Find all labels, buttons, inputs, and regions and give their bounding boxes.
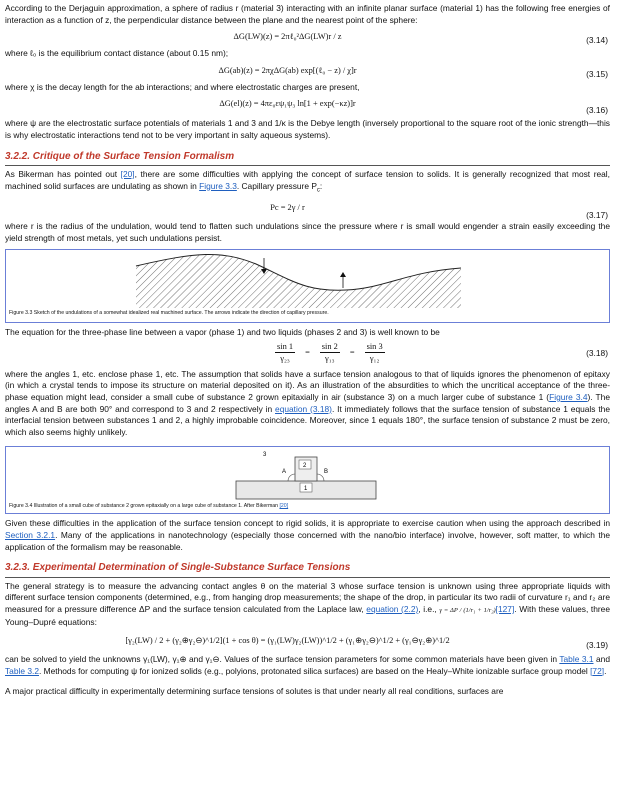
paragraph-strategy-text-b: , i.e.,: [418, 603, 440, 614]
paragraph-decay-length: where χ is the decay length for the ab interactions; and where electrostatic charges are present,: [5, 81, 360, 92]
paragraph-bikerman: As Bikerman has pointed out [20], there are some difficulties with applying the concept of surface tension to solids. It is generally recognized that most real, machined solid surfaces are undulating as shown in Figure 3.3. Capillary pressure $P_c$:: [5, 169, 610, 194]
fig34-angle-arc-B: [317, 474, 324, 481]
equation-3-16-number: (3.16): [586, 105, 608, 116]
paragraph-bikerman-text-a: As Bikerman has pointed out: [5, 169, 121, 180]
paragraph-caution-text-b: . Many of the applications in nanotechnology (especially those concerned with the nano/bio interface) involve, however, soft matter, to which the application of the formalism may be reasonable.: [5, 529, 611, 552]
epitaxy-cube-sketch: [6, 447, 609, 503]
equation-3-15: [5, 60, 610, 82]
equation-3-19-body: [γ₂(LW) / 2 + (γ₂⊕γ₂⊖)^1/2](1 + cos θ) = (γ₁(LW)γ₂(LW))^1/2 + (γ₁⊕γ₂⊖)^1/2 + (γ₁⊖γ₂⊕)^1/2: [125, 636, 450, 646]
fig34-angle-arc-A: [288, 474, 295, 481]
reference-link-72[interactable]: [72]: [590, 665, 605, 676]
paragraph-unknowns-text-a: can be solved to yield the unknowns γ₁(LW), γ₁⊕ and γ₁⊖. Values of the surface tension parameters for some common materials have been given in: [5, 654, 560, 665]
figure-3-3-caption: Figure 3.3 Sketch of the undulations of a somewhat idealized real machined surface. The arrows indicate the direction of capillary pressure.: [9, 310, 329, 317]
paragraph-unknowns: [5, 654, 610, 677]
equation-3-17-body: Pc = 2γ / r: [270, 203, 305, 213]
paragraph-epitaxy-text-c: . It immediately follows that the surface tension of substance 1 equals the interfacial tension between substances 1 and 2, a highly improbable coincidence. Moreover, since 1 equals 180°, the surface tension of substance 2 must be zero, which also seems highly unlikely.: [5, 403, 610, 437]
eq318-equals-2: =: [349, 348, 355, 358]
table-3-1-link[interactable]: Table 3.1: [559, 654, 594, 665]
paragraph-debye-length: where ψ are the electrostatic surface potentials of materials 1 and 3 and 1/κ is the Debye length (inversely proportional to the square root of the ionic strength—this is why electrostatic interactions tend not to be very important in salty aqueous systems).: [5, 118, 610, 140]
equation-3-18-number: (3.18): [586, 347, 608, 358]
fig34-label-A: A: [282, 469, 287, 476]
paragraph-epitaxy-text-a: where the angles 1, etc. enclose phase 1, etc. The assumption that solids have a surface tension analogous to that of liquids ignores the phenomenon of epitaxy (in which a crystal tends to impose its structure on material deposited on it). As an illustration of the absurdities to which the uncritical acceptance of the three-phase equation might lead, consider a small cube of substance 2 grown epitaxially in air (substance 3) on a much larger cube of substance 1 (: [5, 368, 610, 402]
eq318-denominator-2: γ₁₃: [325, 354, 335, 364]
reference-link-127[interactable]: [127]: [495, 603, 515, 614]
figure-3-4-caption: [6, 503, 609, 512]
paragraph-bikerman-text-b: , there are some difficulties with applying the concept of surface tension to solids. It is generally recognized that most real, machined solid surfaces are undulating as shown in: [5, 169, 610, 191]
eq318-numerator-3: sin 3: [365, 341, 385, 354]
equation-3-17: [5, 197, 610, 219]
eq318-numerator-1: sin 1: [275, 341, 295, 354]
paragraph-bikerman-text-c: . Capillary pressure P: [236, 180, 317, 191]
equation-3-16-body: ΔG(el)(z) = 4πε₀εψ₁ψ₃ ln[1 + exp(−κz)]r: [219, 99, 356, 109]
figure-3-4-caption-text: Figure 3.4 Illustration of a small cube of substance 2 grown epitaxially on a large cube of substance 1. After Bikerman: [9, 503, 280, 510]
equation-3-19: [5, 628, 610, 654]
paragraph-strategy: [5, 581, 610, 628]
equation-3-15-number: (3.15): [586, 68, 608, 79]
paragraph-strategy-text-d: . With these values, three Young–Dupré equations:: [5, 603, 610, 627]
paragraph-epitaxy: [5, 369, 610, 439]
paragraph-derjaguin: According to the Derjaguin approximation, a sphere of radius r (material 3) interacting with an infinite planar surface (material 1) has the following free energies of interaction as a function of z, the perpendicular distance between the plane and the nearest point of the sphere:: [5, 3, 610, 25]
laplace-law-inline: γ = ΔP / (1/r₁ + 1/r₂): [439, 606, 496, 614]
figure-3-3: [5, 249, 610, 323]
paragraph-caution: [5, 518, 610, 553]
figure-3-3-link[interactable]: Figure 3.3: [199, 180, 237, 191]
equation-3-15-body: ΔG(ab)(z) = 2πχΔG(ab) exp[(ℓ₀ − z) / χ]r: [218, 65, 357, 75]
figure-3-4: [5, 446, 610, 514]
undulating-surface-fill: [136, 255, 461, 309]
paragraph-practical-difficulty: A major practical difficulty in experimentally determining surface tensions of solutes is that under nearly all real conditions, surfaces are: [5, 686, 504, 697]
eq318-denominator-3: γ₁₂: [369, 354, 380, 364]
equation-3-16: [5, 93, 610, 115]
equation-3-18-link[interactable]: equation (3.18): [275, 403, 332, 414]
paragraph-contact-distance: where ℓ₀ is the equilibrium contact distance (about 0.15 nm);: [5, 48, 229, 59]
paragraph-bikerman-text-d: :: [319, 180, 323, 191]
paragraph-undulation: where r is the radius of the undulation, would tend to flatten such undulations since the pressure where r is small would engender a strain easily exceeding the yield strength of most metals, yet such undulations persist.: [5, 221, 610, 243]
paragraph-epitaxy-text-b: ). The angles A and B are both 90° and correspond to 3 and 2 respectively in: [5, 391, 610, 414]
equation-3-17-number: (3.17): [586, 210, 608, 221]
equation-2-2-link[interactable]: equation (2.2): [366, 603, 419, 614]
paragraph-strategy-text-a: The general strategy is to measure the advancing contact angles θ on the material 3 whose surface tension is unknown using three appropriate liquids with different surface tension components (determined, e.g., from hanging drop measurements; the shape of the drop, in particular its two radii of curvature r₁ and r₂ are measured for a pressure difference ΔP and the surface tension calculated from the Laplace law,: [5, 580, 610, 614]
eq318-equals-1: =: [305, 348, 310, 358]
fig34-label-B: B: [324, 469, 329, 476]
undulating-surface-sketch: [6, 250, 609, 310]
reference-link-20[interactable]: [20]: [120, 169, 135, 180]
fig34-label-2: 2: [303, 463, 307, 470]
section-heading-3-2-3: 3.2.3. Experimental Determination of Single-Substance Surface Tensions: [5, 562, 610, 578]
eq318-numerator-2: sin 2: [320, 341, 340, 354]
eq318-denominator-1: γ₂₃: [280, 354, 290, 364]
equation-3-19-number: (3.19): [586, 640, 608, 651]
fig34-label-3: 3: [263, 452, 267, 459]
capillary-arrow-up-head: [340, 272, 346, 277]
figure-3-4-caption-reference-link[interactable]: [20]: [279, 503, 289, 510]
paragraph-unknowns-text-b: and: [593, 654, 610, 665]
paragraph-three-phase: The equation for the three-phase line between a vapor (phase 1) and two liquids (phases 2 and 3) is well known to be: [5, 327, 440, 338]
document-page: [5, 3, 610, 698]
figure-3-4-link[interactable]: Figure 3.4: [549, 391, 588, 402]
table-3-2-link[interactable]: Table 3.2: [5, 665, 39, 676]
section-3-2-1-link[interactable]: Section 3.2.1: [5, 529, 56, 540]
fig34-label-1: 1: [304, 486, 308, 493]
paragraph-caution-text-a: Given these difficulties in the application of the surface tension concept to rigid solids, it is appropriate to exercise caution when using the approach described in: [5, 518, 610, 529]
section-heading-3-2-2: 3.2.2. Critique of the Surface Tension Formalism: [5, 151, 610, 167]
paragraph-unknowns-text-c: . Methods for computing ψ for ionized solids (e.g., polyions, protonated silica surfaces) are based on the Healy–White ionizable surface group model: [39, 665, 591, 676]
equation-3-14-body: ΔG(LW)(z) = 2πℓ₀²ΔG(LW)r / z: [233, 32, 342, 42]
equation-3-14-number: (3.14): [586, 35, 608, 46]
equation-3-18: [5, 339, 610, 369]
paragraph-unknowns-text-d: .: [604, 665, 607, 676]
equation-3-14: [5, 26, 610, 48]
